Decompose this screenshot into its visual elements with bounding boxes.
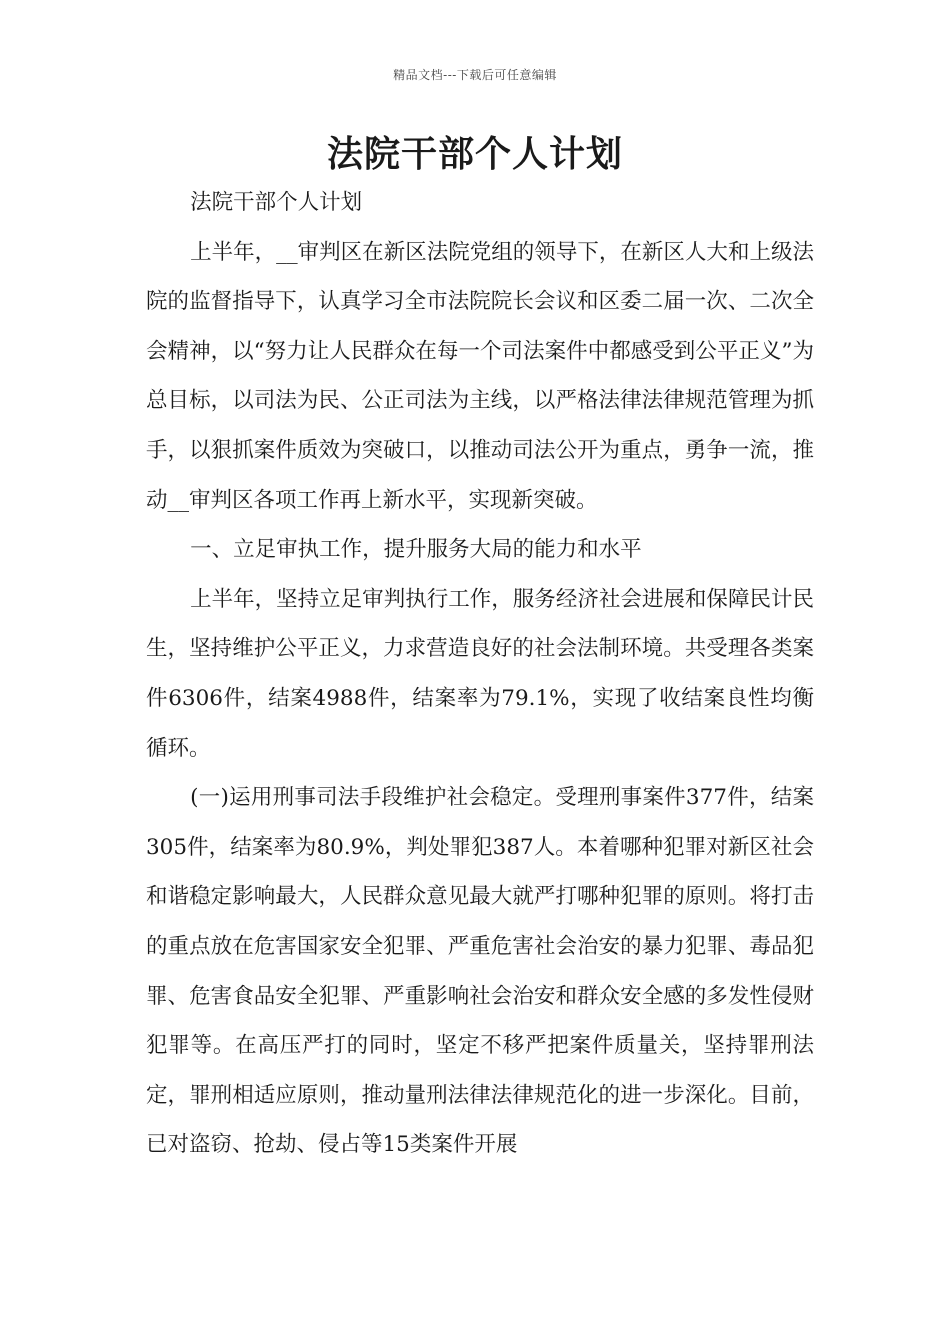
- body-paragraph: 上半年，__审判区在新区法院党组的领导下，在新区人大和上级法院的监督指导下，认真学习全市法院院长会议和区委二届一次、二次全会精神，以“努力让人民群众在每一个司法案件中都感受到公平正义”为总目标，以司法为民、公正司法为主线，以严格法律法律规范管理为抓手，以狠抓案件质效为突破口，以推动司法公开为重点，勇争一流，推动__审判区各项工作再上新水平，实现新突破。: [146, 239, 814, 513]
- document-title: 法院干部个人计划: [326, 133, 623, 175]
- section-heading: 一、立足审执工作，提升服务大局的能力和水平: [190, 537, 642, 563]
- body-paragraph: 上半年，坚持立足审判执行工作，服务经济社会进展和保障民计民生，坚持维护公平正义，力求营造良好的社会法制环境。共受理各类案件6306件，结案4988件，结案率为79.1%，实现了收结案良性均衡循环。: [146, 586, 814, 761]
- document-body: [146, 178, 814, 1170]
- header-note: 精品文档---下载后可任意编辑: [393, 68, 557, 82]
- body-paragraph: (一)运用刑事司法手段维护社会稳定。受理刑事案件377件，结案305件，结案率为80.9%，判处罪犯387人。本着哪种犯罪对新区社会和谐稳定影响最大，人民群众意见最大就严打哪种犯罪的原则。将打击的重点放在危害国家安全犯罪、严重危害社会治安的暴力犯罪、毒品犯罪、危害食品安全犯罪、严重影响社会治安和群众安全感的多发性侵财犯罪等。在高压严打的同时，坚定不移严把案件质量关，坚持罪刑法定，罪刑相适应原则，推动量刑法律法律规范化的进一步深化。目前，已对盗窃、抢劫、侵占等15类案件开展: [146, 785, 814, 1158]
- body-paragraph-subtitle: 法院干部个人计划: [190, 190, 363, 215]
